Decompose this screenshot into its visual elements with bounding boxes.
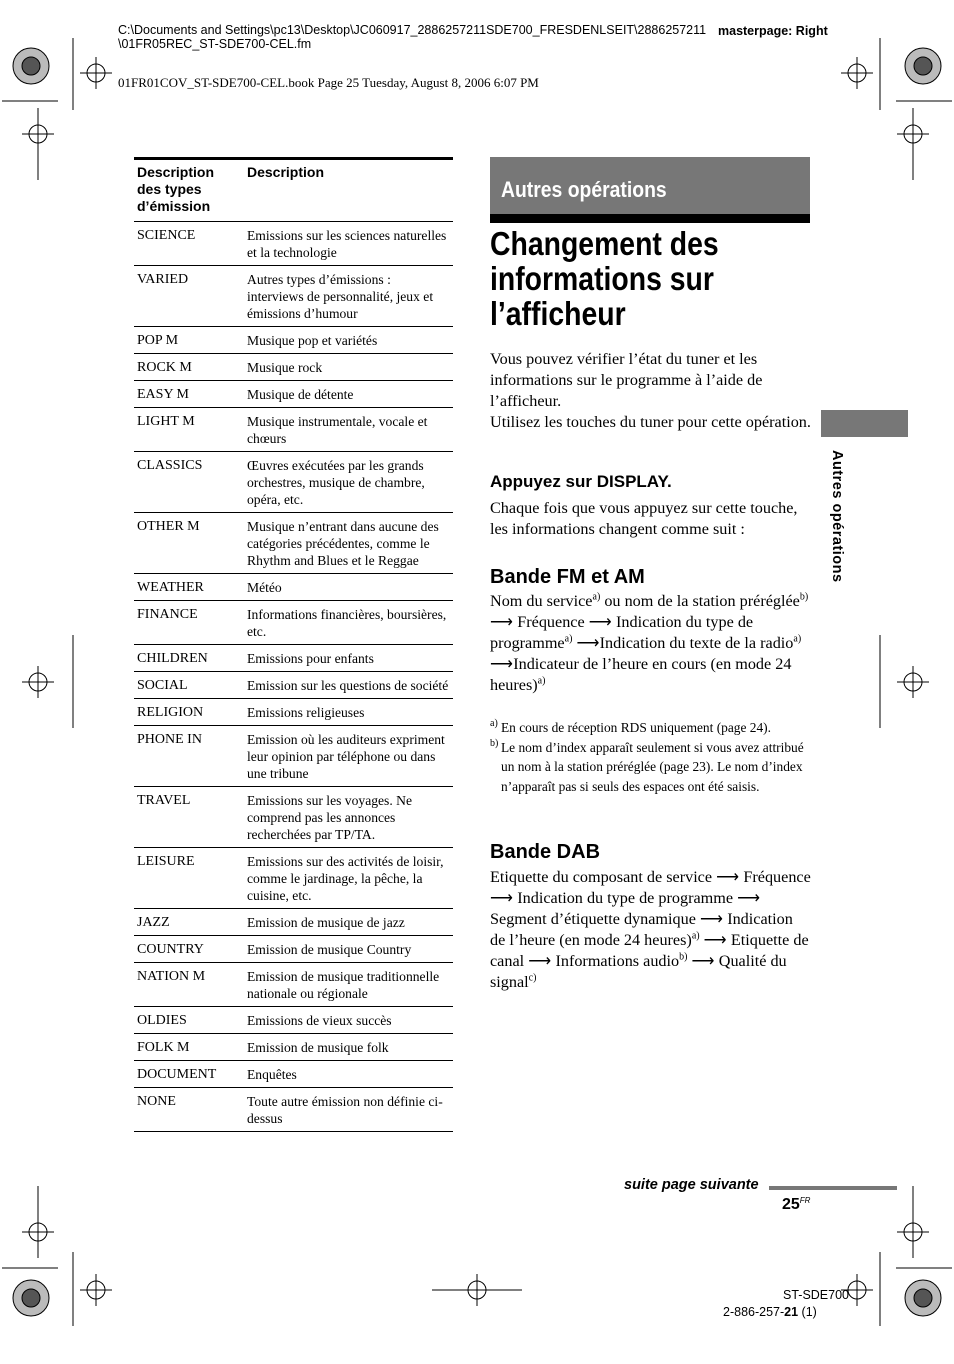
fm-seq-item: Fréquence [517, 613, 585, 631]
arrow-icon: ⟶ [576, 634, 600, 652]
fm-seq-item: Indication du texte de la radio [599, 634, 794, 652]
model-number: ST-SDE700 [783, 1288, 850, 1302]
program-type-description: Emission où les auditeurs expriment leur opinion par téléphone ou dans une tribune [244, 726, 453, 787]
program-type-code: SCIENCE [134, 222, 244, 266]
table-row [134, 381, 453, 408]
page-title: Changement des informations sur l’afficheur [490, 225, 719, 332]
arrow-icon: ⟶ [737, 889, 761, 907]
table-row [134, 601, 453, 645]
arrow-icon: ⟶ [490, 655, 514, 673]
program-type-description: Météo [244, 574, 453, 601]
table-row [134, 909, 453, 936]
arrow-icon: ⟶ [703, 931, 727, 949]
step-body: Chaque fois que vous appuyez sur cette touche, les informations changent comme suit : [490, 499, 798, 538]
program-type-code: JAZZ [134, 909, 244, 936]
dab-seq-item: Etiquette de canal [490, 931, 809, 970]
footnote-text: En cours de réception RDS uniquement (page 24). [501, 720, 771, 735]
note-mark: a) [592, 591, 601, 603]
header-masterpage: masterpage: Right [718, 24, 828, 38]
table-row [134, 963, 453, 1007]
code-suffix: (1) [798, 1305, 817, 1319]
side-section-label: Autres opérations [829, 450, 845, 583]
code-prefix: 2-886-257- [723, 1305, 785, 1319]
document-code [723, 1305, 817, 1319]
program-type-code: DOCUMENT [134, 1061, 244, 1088]
table-row [134, 848, 453, 909]
dab-seq-item: Informations audio [555, 952, 680, 970]
program-type-code: SOCIAL [134, 672, 244, 699]
program-type-code: FINANCE [134, 601, 244, 645]
intro-paragraph [490, 349, 812, 433]
footnote-b [490, 738, 820, 797]
arrow-icon: ⟶ [490, 613, 514, 631]
program-type-description: Musique rock [244, 354, 453, 381]
dab-seq-item: Fréquence [743, 868, 811, 886]
continue-bar [769, 1186, 897, 1190]
program-type-code: WEATHER [134, 574, 244, 601]
note-mark: a) [793, 633, 802, 645]
table-row [134, 513, 453, 574]
note-mark: c) [528, 972, 537, 984]
intro-text-2: Utilisez les touches du tuner pour cette opération. [490, 413, 811, 431]
arrow-icon: ⟶ [588, 613, 612, 631]
program-type-code: PHONE IN [134, 726, 244, 787]
table-row [134, 1007, 453, 1034]
program-type-code: RELIGION [134, 699, 244, 726]
column-header-description: Description [244, 159, 453, 222]
dab-heading: Bande DAB [490, 841, 601, 863]
program-type-code: NATION M [134, 963, 244, 1007]
continue-note: suite page suivante [624, 1177, 759, 1193]
table-row [134, 452, 453, 513]
table-row [134, 726, 453, 787]
table-row [134, 1088, 453, 1132]
side-tab-marker [821, 410, 908, 437]
code-bold: 21 [784, 1305, 799, 1319]
table-row [134, 574, 453, 601]
program-type-description: Emission de musique de jazz [244, 909, 453, 936]
dab-sequence [490, 867, 812, 993]
section-band-title: Autres opérations [501, 177, 667, 202]
program-type-code: OLDIES [134, 1007, 244, 1034]
arrow-icon: ⟶ [490, 889, 514, 907]
dab-seq-item: Indication de l’heure (en mode 24 heures) [490, 910, 793, 949]
dab-seq-item: Segment d’étiquette dynamique [490, 910, 696, 928]
program-type-code: CHILDREN [134, 645, 244, 672]
program-type-description: Emission sur les questions de société [244, 672, 453, 699]
program-type-description: Emissions sur des activités de loisir, comme le jardinage, la pêche, la cuisine, etc. [244, 848, 453, 909]
column-header-types: Description des types d’émission [134, 159, 244, 222]
program-type-code: EASY M [134, 381, 244, 408]
arrow-icon: ⟶ [691, 952, 715, 970]
intro-text-1: Vous pouvez vérifier l’état du tuner et les informations sur le programme à l’aide de l’afficheur. [490, 350, 763, 410]
program-type-description: Informations financières, boursières, etc. [244, 601, 453, 645]
page-number [782, 1196, 810, 1214]
note-mark: a) [691, 930, 700, 942]
note-mark: a) [537, 675, 546, 687]
program-type-description: Musique instrumentale, vocale et chœurs [244, 408, 453, 452]
program-type-code: POP M [134, 327, 244, 354]
table-row [134, 1034, 453, 1061]
table-row [134, 1061, 453, 1088]
program-type-code: TRAVEL [134, 787, 244, 848]
footnotes [490, 718, 820, 796]
dab-seq-item: Qualité du signal [490, 952, 787, 991]
table-row [134, 645, 453, 672]
table-row [134, 266, 453, 327]
fm-seq-item: Nom du service [490, 592, 593, 610]
page-number-value: 25 [782, 1196, 800, 1213]
arrow-icon: ⟶ [716, 868, 740, 886]
program-type-description: Emissions religieuses [244, 699, 453, 726]
program-type-description: Musique pop et variétés [244, 327, 453, 354]
table-header-row [134, 159, 453, 222]
program-type-description: Emissions de vieux succès [244, 1007, 453, 1034]
table-row [134, 672, 453, 699]
fm-seq-item: ou nom de la station préréglée [600, 592, 800, 610]
table-body [134, 222, 453, 1132]
program-type-code: LEISURE [134, 848, 244, 909]
program-type-code: OTHER M [134, 513, 244, 574]
arrow-icon: ⟶ [528, 952, 552, 970]
header-book-line: 01FR01COV_ST-SDE700-CEL.book Page 25 Tuesday, August 8, 2006 6:07 PM [118, 75, 539, 90]
header-file-path: C:\Documents and Settings\pc13\Desktop\JC060917_2886257211SDE700_FRESDENLSEIT\2886257211\01FR05REC_ST-SDE700-CEL.fm [118, 23, 707, 51]
footnote-mark: a) [490, 718, 498, 729]
fm-seq-item: Indication du type de programme [490, 613, 754, 652]
program-type-description: Emission de musique folk [244, 1034, 453, 1061]
dab-seq-item: Etiquette du composant de service [490, 868, 713, 886]
program-type-code: ROCK M [134, 354, 244, 381]
fm-am-sequence [490, 591, 812, 696]
note-mark: b) [679, 951, 688, 963]
program-type-description: Toute autre émission non définie ci-dessus [244, 1088, 453, 1132]
program-type-code: COUNTRY [134, 936, 244, 963]
program-type-description: Emission de musique traditionnelle nationale ou régionale [244, 963, 453, 1007]
program-type-description: Emissions sur les sciences naturelles et la technologie [244, 222, 453, 266]
program-type-description: Emissions sur les voyages. Ne comprend pas les annonces recherchées par TP/TA. [244, 787, 453, 848]
program-type-code: FOLK M [134, 1034, 244, 1061]
note-mark: a) [564, 633, 573, 645]
program-type-description: Musique n’entrant dans aucune des catégories précédentes, comme le Rhythm and Blues et le Reggae [244, 513, 453, 574]
table-row [134, 354, 453, 381]
dab-seq-item: Indication du type de programme [517, 889, 734, 907]
program-type-code: VARIED [134, 266, 244, 327]
program-type-description: Emissions pour enfants [244, 645, 453, 672]
table-row [134, 787, 453, 848]
fm-am-heading: Bande FM et AM [490, 566, 645, 588]
program-type-code: LIGHT M [134, 408, 244, 452]
section-band [490, 157, 810, 223]
table-row [134, 699, 453, 726]
step-heading: Appuyez sur DISPLAY. [490, 472, 672, 491]
footnote-a [490, 718, 820, 738]
program-type-description: Œuvres exécutées par les grands orchestres, musique de chambre, opéra, etc. [244, 452, 453, 513]
program-type-description: Emission de musique Country [244, 936, 453, 963]
table-row [134, 327, 453, 354]
fm-seq-item: Indicateur de l’heure en cours (en mode 24 heures) [490, 655, 792, 694]
table-row [134, 408, 453, 452]
footnote-text: Le nom d’index apparaît seulement si vous avez attribué un nom à la station préréglée (page 23). Le nom d’index n’apparaît pas si seuls des espaces ont été saisis. [501, 739, 804, 794]
table-row [134, 222, 453, 266]
page-language: FR [799, 1196, 811, 1205]
program-type-description: Autres types d’émissions : interviews de personnalité, jeux et émissions d’humour [244, 266, 453, 327]
program-type-code: CLASSICS [134, 452, 244, 513]
table-row [134, 936, 453, 963]
program-type-table [134, 157, 453, 1132]
footnote-mark: b) [490, 737, 499, 749]
program-type-description: Musique de détente [244, 381, 453, 408]
program-type-description: Enquêtes [244, 1061, 453, 1088]
note-mark: b) [799, 591, 809, 603]
arrow-icon: ⟶ [699, 910, 724, 928]
program-type-code: NONE [134, 1088, 244, 1132]
